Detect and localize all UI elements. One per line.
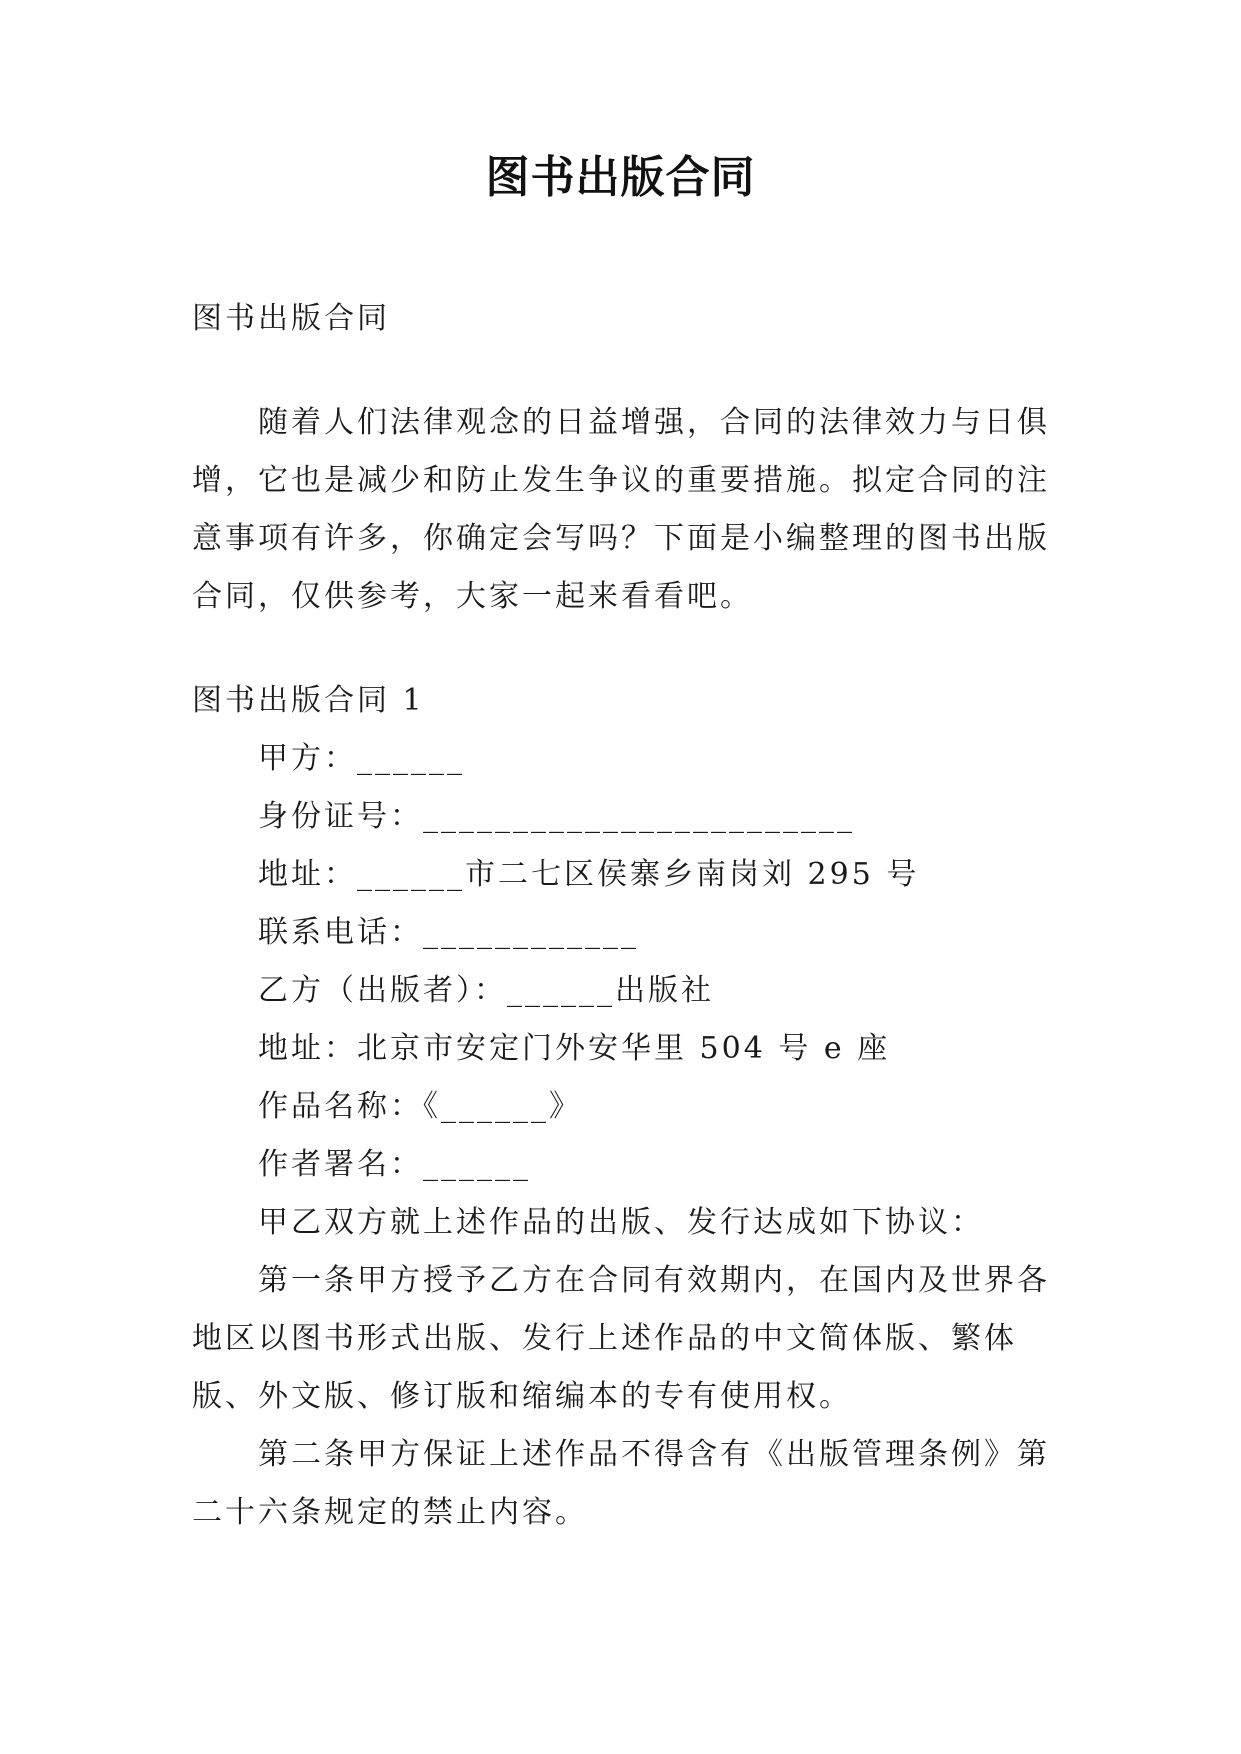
party-a-line: 甲方：______ [258, 741, 465, 776]
work-title-line: 作品名称：《______》 [258, 1089, 582, 1124]
spacer [192, 626, 1064, 672]
document-title: 图书出版合同 [485, 152, 756, 203]
address-b-line: 地址：北京市安定门外安华里 504 号 e 座 [258, 1031, 891, 1066]
intro-paragraph: 随着人们法律观念的日益增强，合同的法律效力与日俱增，它也是减少和防止发生争议的重要措施。拟定合同的注意事项有许多，你确定会写吗？下面是小编整理的图书出版合同，仅供参考，大家一起来看看吧。 [192, 405, 1050, 614]
address-a-line: 地址：______市二七区侯寨乡南岗刘 295 号 [258, 857, 920, 892]
section-heading: 图书出版合同 1 [192, 683, 425, 718]
author-signature-line: 作者署名：______ [258, 1147, 531, 1182]
article-2-paragraph: 第二条甲方保证上述作品不得含有《出版管理条例》第二十六条规定的禁止内容。 [192, 1437, 1050, 1530]
document-subtitle: 图书出版合同 [192, 301, 390, 336]
spacer [192, 348, 1064, 394]
phone-line: 联系电话：____________ [258, 915, 639, 950]
agreement-intro-line: 甲乙双方就上述作品的出版、发行达成如下协议： [258, 1205, 984, 1240]
party-b-line: 乙方（出版者）：______出版社 [258, 973, 714, 1008]
article-1-paragraph: 第一条甲方授予乙方在合同有效期内，在国内及世界各地区以图书形式出版、发行上述作品的中文简体版、繁体版、外文版、修订版和缩编本的专有使用权。 [192, 1263, 1050, 1414]
document-body [192, 290, 1064, 1542]
id-number-line: 身份证号：________________________ [258, 799, 855, 834]
